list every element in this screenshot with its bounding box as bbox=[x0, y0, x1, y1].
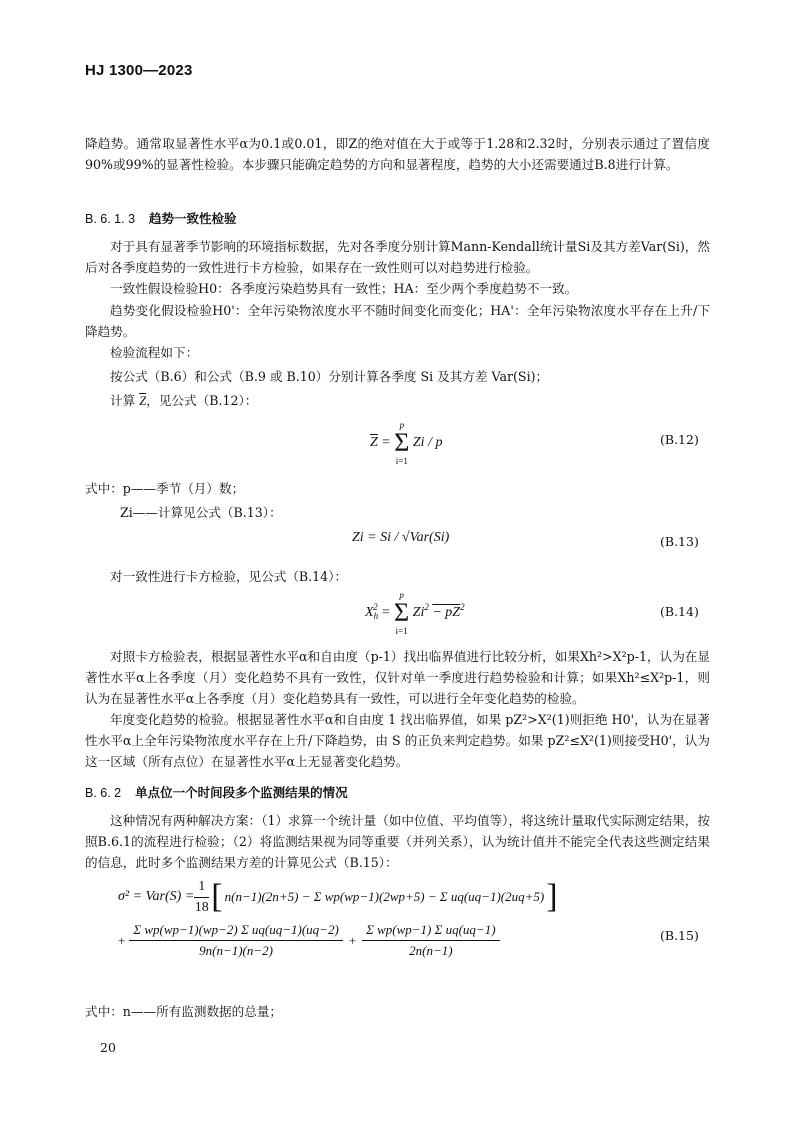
paragraph-8: 对一致性进行卡方检验，见公式（B.14）： bbox=[110, 569, 348, 584]
document-code: HJ 1300—2023 bbox=[85, 62, 193, 79]
section-number: B. 6. 2 bbox=[85, 786, 122, 800]
z-bar-symbol: $\overline{Z}$ bbox=[139, 394, 147, 408]
eq15-frac1-num: Σ wp(wp−1)(wp−2) Σ uq(uq−1)(uq−2) bbox=[129, 922, 342, 941]
paragraph-5: 检验流程如下： bbox=[110, 345, 199, 360]
eq14-sum-lower: i=1 bbox=[395, 626, 408, 636]
eq15-frac1 bbox=[129, 922, 342, 959]
equation-b13: Zi = Si / √Var(Si) bbox=[352, 530, 450, 545]
where-zi: Zi——计算见公式（B.13）： bbox=[120, 505, 282, 520]
paragraph-2: 对于具有显著季节影响的环境指标数据，先对各季度分别计算Mann-Kendall统计量Si及其方差Var(Si)，然后对各季度趋势的一致性进行卡方检验，如果存在一致性则可以对趋势进行检验。 bbox=[85, 239, 710, 275]
equation-b15: σ² = Var(S) = $\frac{1}{18}$ [ n(n−1)(2n+5) − Σ wp(wp−1)(2wp+5) − Σ uq(uq−1)(2uq+5) ] + $\frac{\text{Σ wp(wp−1)(wp−2) Σ uq(uq−1)(uq−2)}}{9n(n-1)(n-2)}$ + $\frac{\text{Σ wp(wp−1) Σ uq(uq−1)}}{2n(n-1)}$ bbox=[118, 878, 558, 958]
eq12-sum-upper: p bbox=[399, 420, 405, 430]
eq14-sum-upper: p bbox=[399, 590, 404, 600]
eq15-number: (B.15) bbox=[660, 928, 699, 943]
eq15-frac1-den: 9n(n−1)(n−2) bbox=[199, 943, 273, 958]
section-title: 趋势一致性检验 bbox=[149, 212, 237, 226]
eq15-coef-den: 18 bbox=[194, 899, 209, 915]
eq14-tail: − pZ bbox=[432, 605, 461, 621]
section-heading-b62 bbox=[85, 783, 348, 801]
paragraph-11: 这种情况有两种解决方案：（1）求算一个统计量（如中位值、平均值等），将这统计量取代实际测定结果，按照B.6.1的流程进行检验；（2）将监测结果视为同等重要（并列关系），认为统计值并不能完全代表这些测定结果的信息，此时多个监测结果方差的计算见公式（B.15）： bbox=[85, 813, 710, 870]
eq15-coef-num: 1 bbox=[194, 879, 209, 898]
equation-b12: $\overline{Z}$ = p Σ i=1 Zi / p bbox=[370, 420, 443, 466]
eq14-sum: p Σ i=1 bbox=[394, 590, 410, 636]
formula-ref: ，见公式（B.12）： bbox=[146, 393, 258, 408]
paragraph-1: 降趋势。通常取显著性水平α为0.1或0.01，即Z的绝对值在大于或等于1.28和2.32时，分别表示通过了置信度90%或99%的显著性检验。本步骤只能确定趋势的方向和显著程度，趋势的大小还需要通过B.8进行计算。 bbox=[85, 136, 710, 172]
section-title: 单点位一个时间段多个监测结果的情况 bbox=[135, 786, 348, 800]
paragraph-10: 年度变化趋势的检验。根据显著性水平α和自由度 1 找出临界值，如果 pZ²>X²(1)则拒绝 H0'，认为在显著性水平α上全年污染物浓度水平存在上升/下降趋势，由 S 的正负来判定趋势。如果 pZ²≤X²(1)则接受H0'，认为这一区域（所有点位）在显著性水平α上无显著变化趋势。 bbox=[85, 712, 710, 769]
eq13-number: (B.13) bbox=[660, 534, 699, 549]
section-number: B. 6. 1. 3 bbox=[85, 212, 136, 226]
eq15-frac2-num: Σ wp(wp−1) Σ uq(uq−1) bbox=[362, 922, 499, 941]
paragraph-4: 趋势变化假设检验H0'：全年污染物浓度水平不随时间变化而变化；HA'：全年污染物浓度水平存在上升/下降趋势。 bbox=[85, 303, 710, 339]
section-heading-b613 bbox=[85, 209, 237, 227]
eq15-coef bbox=[194, 879, 209, 916]
eq12-rhs: Zi / p bbox=[412, 435, 443, 451]
paragraph-7 bbox=[85, 390, 710, 412]
eq14-x-sup: 2 bbox=[373, 602, 378, 613]
eq14-zi-sup: 2 bbox=[424, 602, 429, 613]
where-p: 式中：p——季节（月）数； bbox=[85, 481, 245, 496]
eq12-sum: p Σ i=1 bbox=[394, 420, 410, 466]
equation-b14: $X_h^2$ = p Σ i=1 $Zi^2 - pZ^2$ bbox=[365, 590, 465, 636]
eq14-zi: Zi bbox=[412, 605, 425, 621]
page-number: 20 bbox=[100, 1040, 116, 1055]
eq12-lhs: $\overline{Z}$ bbox=[370, 435, 378, 451]
eq15-lhs: σ² = Var(S) = bbox=[118, 889, 195, 904]
compute-label: 计算 bbox=[110, 393, 136, 408]
eq12-sum-lower: i=1 bbox=[395, 456, 408, 466]
eq15-frac2 bbox=[362, 922, 499, 959]
eq14-tail-sup: 2 bbox=[460, 602, 465, 613]
where-n: 式中：n——所有监测数据的总量； bbox=[85, 1004, 283, 1019]
eq14-x-sub: h bbox=[373, 611, 379, 622]
eq12-number: (B.12) bbox=[660, 432, 699, 447]
paragraph-3: 一致性假设检验H0：各季度污染趋势具有一致性；HA：至少两个季度趋势不一致。 bbox=[110, 281, 578, 296]
eq15-bracket: n(n−1)(2n+5) − Σ wp(wp−1)(2wp+5) − Σ uq(uq−1)(2uq+5) bbox=[224, 889, 545, 904]
eq14-x: X bbox=[365, 605, 374, 621]
paragraph-9: 对照卡方检验表，根据显著性水平α和自由度（p-1）找出临界值进行比较分析，如果Xh²>X²p-1，认为在显著性水平α上各季度（月）变化趋势不具有一致性，仅针对单一季度进行趋势检验和计算；如果Xh²≤X²p-1，则认为在显著性水平α上各季度（月）变化趋势具有一致性，可以进行全年变化趋势的检验。 bbox=[85, 649, 710, 706]
paragraph-6: 按公式（B.6）和公式（B.9 或 B.10）分别计算各季度 Si 及其方差 Var(Si)； bbox=[110, 369, 549, 384]
eq14-number: (B.14) bbox=[660, 604, 699, 619]
eq15-frac2-den: 2n(n−1) bbox=[409, 943, 453, 958]
